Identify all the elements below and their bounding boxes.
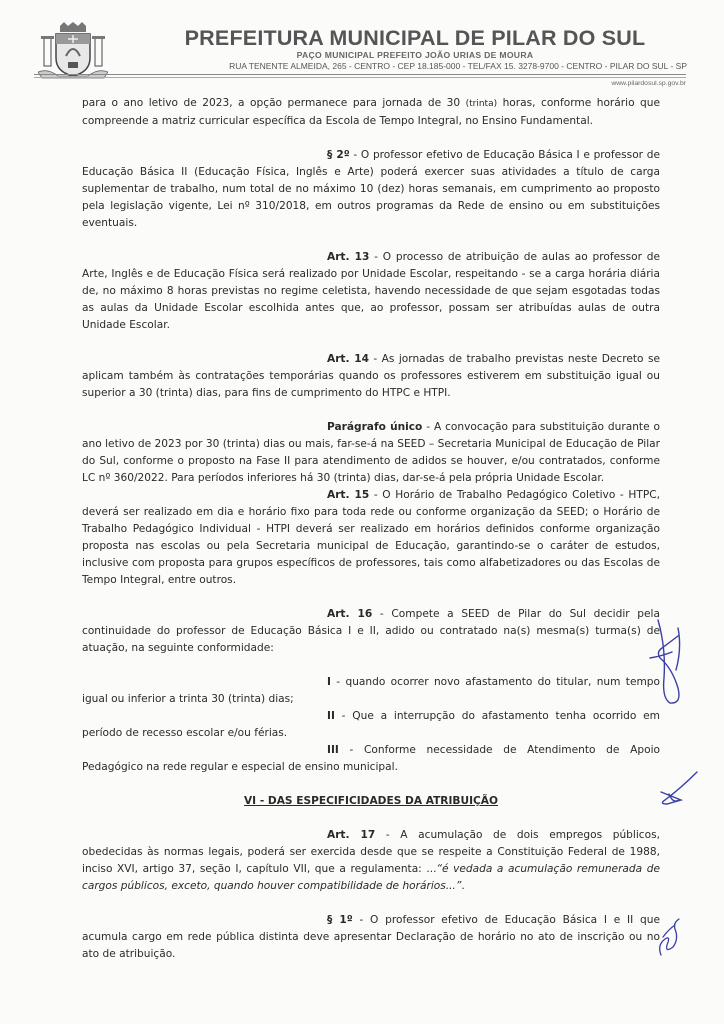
inciso-1 [82, 674, 660, 708]
article-15 [82, 487, 660, 589]
article-text: - As jornadas de trabalho previstas neste Decreto se aplicam também às contratações temporárias quando os professores estiverem em substituição igual ou superior a 30 (trinta) dias, para fins de cumprimento do HTPC e HTPI. [82, 353, 660, 399]
article-17 [82, 827, 660, 895]
paragraph-label: Parágrafo único [327, 421, 423, 433]
article-label: Art. 17 [327, 829, 376, 841]
inciso-2 [82, 708, 660, 742]
paragraph-label: § 1º [327, 914, 353, 926]
letterhead-subtitle: PAÇO MUNICIPAL PREFEITO JOÃO URIAS DE MOURA [296, 50, 534, 60]
paragrafo-unico [82, 419, 660, 487]
letterhead-address: RUA TENENTE ALMEIDA, 265 - CENTRO - CEP 18.185-000 - TEL/FAX 15. 3278-9700 - CENTRO - PILAR DO SUL - SP [229, 61, 687, 71]
inciso-label: II [327, 710, 335, 722]
letterhead-website: www.pilardosul.sp.gov.br [611, 80, 686, 87]
paragraph-text: - A convocação para substituição durante o ano letivo de 2023 por 30 (trinta) dias ou mais, far-se-á na SEED – Secretaria Municipal de Educação de Pilar do Sul, conforme o proposto na Fase II para atendimento de adidos se houver, e/ou contratados, conforme LC nº 360/2022. Para períodos inferiores há 30 (trinta) dias, dar-se-á pela própria Unidade Escolar. [82, 421, 660, 484]
text: . [461, 880, 465, 892]
article-label: Art. 16 [327, 608, 373, 620]
inciso-text: - Conforme necessidade de Atendimento de Apoio Pedagógico na rede regular e especial de ensino municipal. [82, 744, 660, 773]
section-title: VI - DAS ESPECIFICIDADES DA ATRIBUIÇÃO [243, 795, 499, 807]
text: para o ano letivo de 2023, a opção permanece para jornada de 30 [82, 97, 466, 109]
inciso-label: I [327, 676, 331, 688]
letterhead [30, 12, 690, 92]
article-14 [82, 351, 660, 402]
handwritten-initial-3 [655, 915, 685, 960]
handwritten-initial-2 [655, 770, 700, 810]
paragraph-section-2 [82, 147, 660, 232]
letterhead-title: PREFEITURA MUNICIPAL DE PILAR DO SUL [184, 26, 646, 50]
handwritten-initial-1 [648, 618, 688, 708]
letterhead-divider [34, 74, 686, 78]
inciso-3 [82, 742, 660, 776]
article-text: - O Horário de Trabalho Pedagógico Coletivo - HTPC, deverá ser realizado em dia e horário fixo para toda rede ou conforme organização da SEED; o Horário de Trabalho Pedagógico Individual - HTPI deverá ser realizado em horários definidos conforme organização proposta nas escolas ou pela Secretaria municipal de Educação, garantindo-se o caráter de estudos, inclusive com proposta para grupos específicos de professores, tais como alfabetizadores ou das Escolas de Tempo Integral, entre outros. [82, 489, 660, 586]
article-label: Art. 15 [327, 489, 370, 501]
article-text: - O processo de atribuição de aulas ao professor de Arte, Inglês e de Educação Física será realizado por Unidade Escolar, respeitando - se a carga horária diária de, no máximo 8 horas previstas no regime celetista, havendo necessidade de que sejam esgotadas todas as aulas da Unidade Escolar escolhida antes que, ao professor, possam ser atribuídas aulas de outra Unidade Escolar. [82, 251, 660, 331]
inciso-text: - quando ocorrer novo afastamento do titular, num tempo igual ou inferior a trinta 30 (trinta) dias; [82, 676, 660, 705]
paragraph-section-1 [82, 912, 660, 963]
constitution-quote: “é vedada a acumulação remunerada de cargos públicos, exceto, quando houver compatibilidade de horários...” [82, 863, 660, 892]
document-body [82, 95, 660, 963]
article-16 [82, 606, 660, 657]
inciso-label: III [327, 744, 339, 756]
paragraph-continuation [82, 95, 660, 130]
inciso-text: - Que a interrupção do afastamento tenha ocorrido em período de recesso escolar e/ou férias. [82, 710, 660, 739]
article-label: Art. 13 [327, 251, 370, 263]
paragraph-text: - O professor efetivo de Educação Básica I e II que acumula cargo em rede pública distinta deve apresentar Declaração de horário no ato de inscrição ou no ato de atribuição. [82, 914, 660, 960]
article-13 [82, 249, 660, 334]
paragraph-text: - O professor efetivo de Educação Básica I e professor de Educação Básica II (Educação Física, Inglês e Arte) poderá exercer suas atividades a título de carga suplementar de trabalho, num total de no máximo 10 (dez) horas semanais, em cumprimento ao proposto pela legislação vigente, Lei nº 310/2018, em outros programas da Rede de ensino ou em substituições eventuais. [82, 149, 660, 229]
article-label: Art. 14 [327, 353, 369, 365]
article-text: - Compete a SEED de Pilar do Sul decidir pela continuidade do professor de Educação Básica I e II, adido ou contratado na(s) mesma(s) turma(s) de atuação, na seguinte conformidade: [82, 608, 660, 654]
text: horas, conforme horário que compreende a matriz curricular específica da Escola de Tempo Integral, no Ensino Fundamental. [82, 97, 661, 127]
paragraph-label: § 2º [327, 149, 350, 161]
article-text: - A acumulação de dois empregos públicos, obedecidas às normas legais, poderá ser exercida desde que se respeite a Constituição Federal de 1988, inciso XVI, artigo 37, seção I, capítulo VII, que a regulamenta: ... [82, 829, 660, 875]
text: (trinta) [465, 99, 498, 109]
municipal-coat-of-arms-icon [38, 22, 108, 82]
